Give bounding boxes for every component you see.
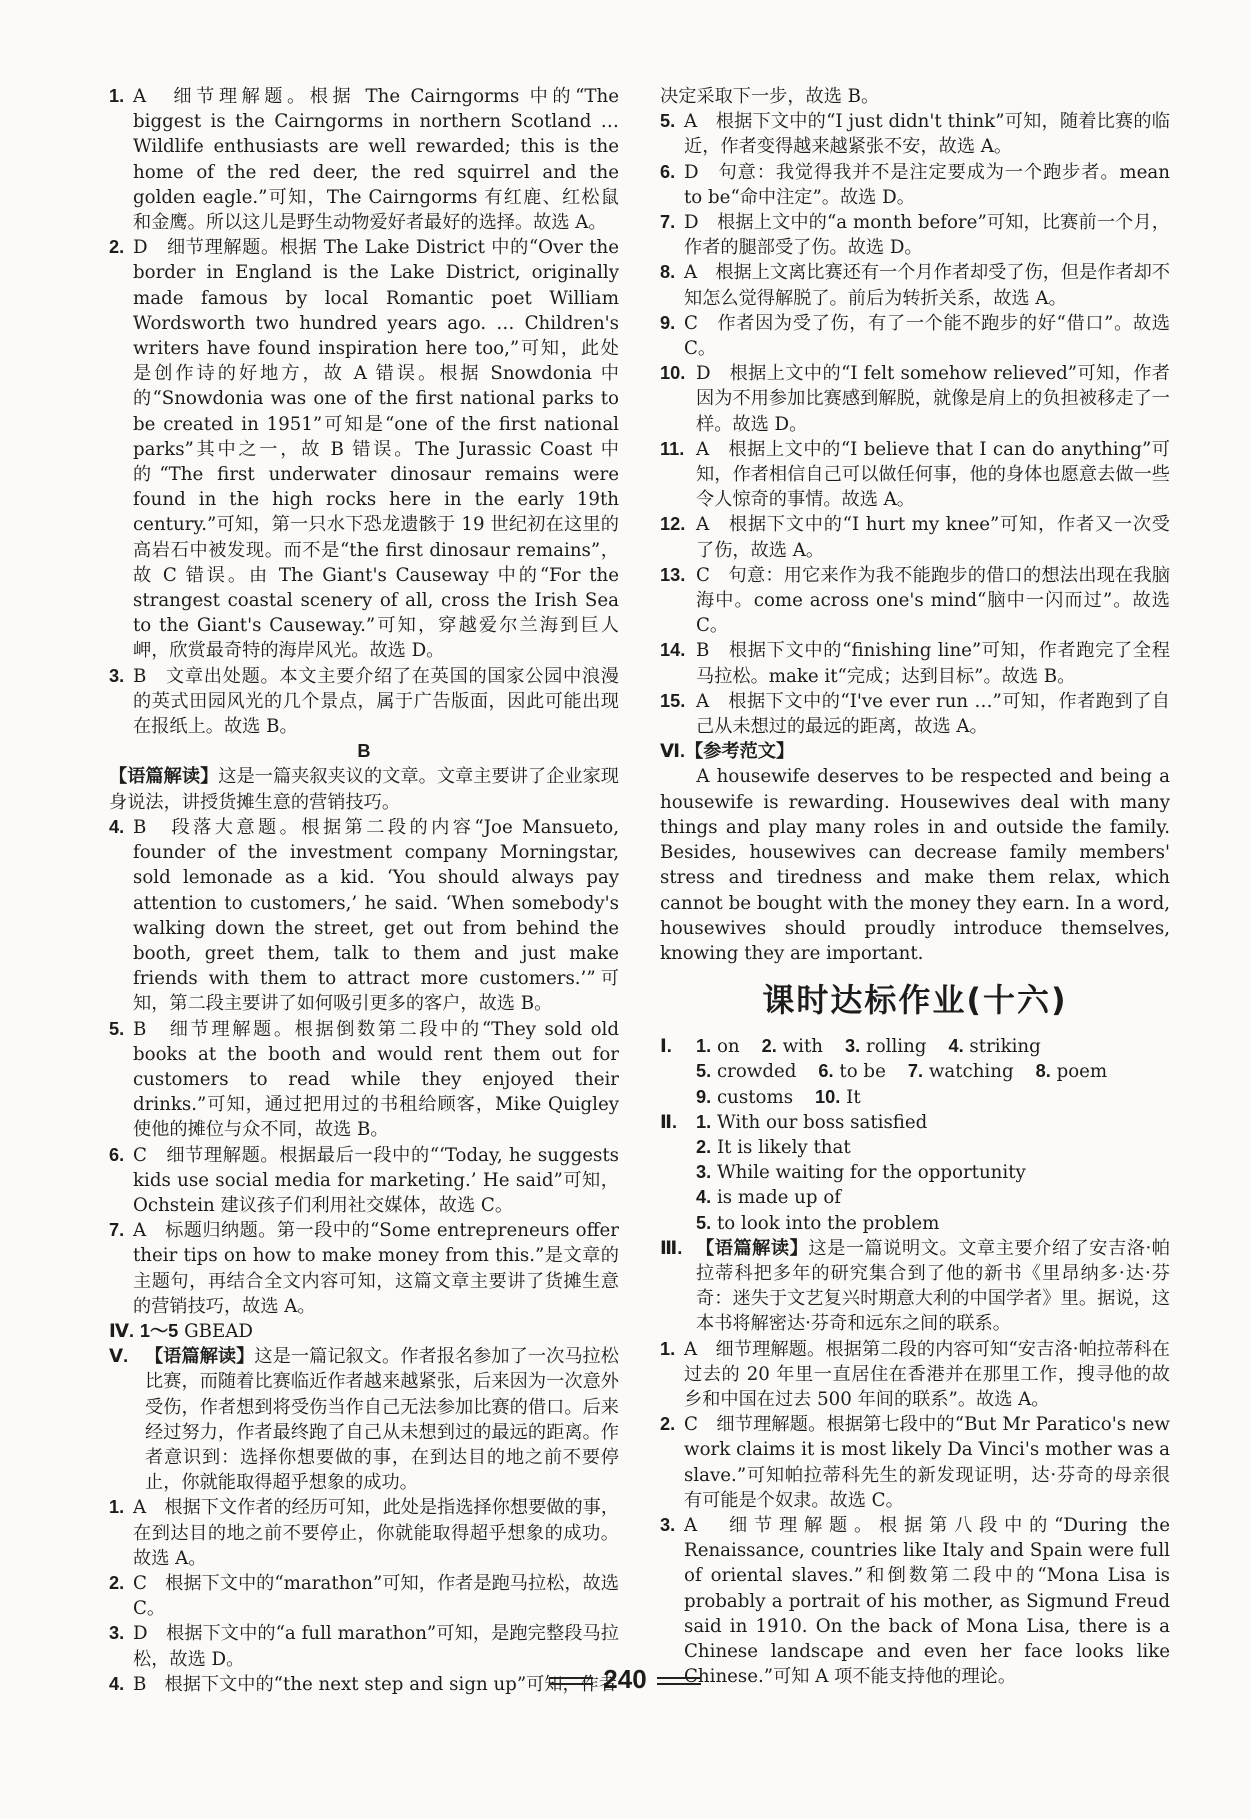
item-text: C 作者因为受了伤，有了一个能不跑步的好“借口”。故选 C。 — [684, 312, 1170, 360]
item-number: 11. — [660, 438, 685, 459]
item-number: 7. — [660, 212, 676, 233]
section-label: 【参考范文】 — [685, 741, 795, 763]
answer: 10. It — [815, 1086, 861, 1108]
item-number: 10. — [660, 363, 686, 384]
page-title: 课时达标作业(十六) — [762, 981, 1068, 1020]
section-ii — [660, 1110, 1170, 1236]
section-number: Ⅱ. — [660, 1111, 678, 1132]
answer: 6. to be — [818, 1061, 886, 1083]
section-v — [109, 1344, 619, 1495]
item-text: A 标题归纳题。第一段中的“Some entrepreneurs offer their tips on how to make money from this.”是文章的主题句，再结合全文内容可知，这篇文章主要讲了货摊生意的营销技巧，故选 A。 — [133, 1220, 619, 1317]
item-number: 15. — [660, 690, 686, 711]
section-i — [660, 1034, 1170, 1110]
item-text: A 细节理解题。根据第二段的内容可知“安吉洛·帕拉蒂科在过去的 20 年里一直居住在香港并在那里工作，搜寻他的故乡和中国在过去 500 年间的联系”。故选 A。 — [684, 1338, 1170, 1410]
section-number: Ⅰ. — [660, 1036, 672, 1057]
answer: 7. watching — [907, 1061, 1014, 1083]
answer-item — [660, 689, 1170, 739]
item-text: A 根据下文中的“I hurt my knee”可知，作者又一次受了伤，故选 A。 — [696, 514, 1170, 561]
item-text: A 根据上文中的“I believe that I can do anything”可知，作者相信自己可以做任何事，他的身体也愿意去做一些令人惊奇的事情。故选 A。 — [696, 438, 1170, 511]
section-number: Ⅳ. — [109, 1320, 135, 1341]
section-number: Ⅴ. — [109, 1346, 129, 1367]
item-text: D 句意：我觉得我并不是注定要成为一个跑步者。mean to be“命中注定”。故选 D。 — [684, 161, 1170, 208]
item-text: A 细节理解题。根据 The Cairngorms 中的“The biggest is the Cairngorms in northern Scotland … Wildlife enthusiasts are well rewarded; this is the home of the red deer, the red squirrel and the golden eagle.”可知，The Cairngorms 有红鹿、红松鼠和金鹰。所以这儿是野生动物爱好者最好的选择。故选 A。 — [133, 86, 619, 234]
section-i-answers — [696, 1034, 1170, 1110]
section-number: Ⅲ. — [660, 1237, 683, 1258]
item-number: 5. — [660, 111, 676, 132]
intro-text: 这是一篇记叙文。作者报名参加了一次马拉松比赛，而随着比赛临近作者越来越紧张，后来因为一次意外受伤，作者想到将受伤当作自己无法参加比赛的借口。后来经过努力，作者最终跑了自己从未想到过的最远的距离。作者意识到：选择你想要做的事，在到达目的地之前不要停止，你就能取得超乎想象的成功。 — [145, 1346, 619, 1494]
footer-rule-right — [657, 1677, 701, 1685]
item-number: 1. — [109, 1497, 125, 1518]
answer-item — [109, 1571, 619, 1621]
answer-item — [660, 260, 1170, 310]
item-number: 1. — [660, 1338, 676, 1359]
answer-item — [660, 1513, 1170, 1689]
item-text: C 细节理解题。根据第七段中的“But Mr Paratico's new work claims it is most likely Da Vinci's mother was a slave.”可知帕拉蒂科先生的新发现证明，达·芬奇的母亲很有可能是个奴隶。故选 C。 — [684, 1414, 1170, 1511]
item-number: 2. — [109, 1572, 125, 1593]
item-text: A 根据下文作者的经历可知，此处是指选择你想要做的事，在到达目的地之前不要停止，你就能取得超乎想象的成功。故选 A。 — [133, 1497, 620, 1569]
answer: 9. customs — [696, 1086, 794, 1108]
section-iv — [109, 1319, 619, 1344]
answer: 2. with — [761, 1036, 824, 1058]
answer-item — [660, 311, 1170, 361]
page-number: 240 — [603, 1664, 647, 1694]
item-number: 6. — [109, 1144, 125, 1165]
item-text: B 根据下文中的“the next step and sign up”可知，作者 — [133, 1673, 618, 1695]
item-text: D 细节理解题。根据 The Lake District 中的“Over the border in England is the Lake District, originally made famous by local Romantic poet William Wordsworth two hundred years ago. … Children's writers have found inspiration here too,”可知，此处是创作诗的好地方，故 A 错误。根据 Snowdonia 中的“Snowdonia was one of the first national parks to be created in 1951”可知是“one of the first national parks”其中之一，故 B 错误。The Jurassic Coast 中的“The first underwater dinosaur remains were found in the high rocks here in the early 19th century.”可知，第一只水下恐龙遗骸于 19 世纪初在这里的高岩石中被发现。而不是“the first dinosaur remains”，故 C 错误。由 The Giant's Causeway 中的“For the strangest coastal scenery of all, cross the Irish Sea to the Giant's Causeway.”可知，穿越爱尔兰海到巨人岬，欣赏最奇特的海岸风光。故选 D。 — [133, 237, 619, 662]
item-number: 3. — [109, 1623, 125, 1644]
answer-item — [660, 1412, 1170, 1513]
answer-item — [109, 1017, 619, 1143]
item-number: 5. — [109, 1018, 125, 1039]
answer-item — [109, 815, 619, 1017]
item-number: 8. — [660, 262, 676, 283]
passage-intro — [109, 764, 619, 814]
answer-item — [660, 210, 1170, 260]
answer-item — [660, 638, 1170, 688]
item-text: C 句意：用它来作为我不能跑步的借口的想法出现在我脑海中。come across one's mind“脑中一闪而过”。故选 C。 — [696, 564, 1170, 637]
answer: 2. It is likely that — [696, 1136, 851, 1158]
item-text: C 根据下文中的“marathon”可知，作者是跑马拉松，故选 C。 — [133, 1572, 619, 1620]
item-text: C 细节理解题。根据最后一段中的“‘Today, he suggests kids use social media for marketing.’ He said”可知，Ochstein 建议孩子们利用社交媒体，故选 C。 — [133, 1144, 619, 1216]
intro-label: 【语篇解读】 — [145, 1346, 255, 1368]
answer-item — [660, 1337, 1170, 1413]
item-number: 9. — [660, 312, 676, 333]
item-number: 6. — [660, 161, 676, 182]
answer: 4. is made up of — [696, 1187, 841, 1209]
answer-item — [109, 1218, 619, 1319]
answer-item — [660, 109, 1170, 159]
item-text: D 根据下文中的“a full marathon”可知，是跑完整段马拉松，故选 D。 — [133, 1623, 619, 1670]
answer-item — [109, 1495, 619, 1571]
answer-item — [660, 512, 1170, 562]
answer: 1. on — [696, 1036, 740, 1058]
item-number: 7. — [109, 1220, 125, 1241]
intro-text: 这是一篇说明文。文章主要介绍了安吉洛·帕拉蒂科把多年的研究集合到了他的新书《里昂纳多·达·芬奇：迷失于文艺复兴时期意大利的中国学者》里。据说，这本书将解密达·芬奇和远东之间的联系。 — [696, 1237, 1170, 1335]
item-text: D 根据上文中的“I felt somehow relieved”可知，作者因为不用参加比赛感到解脱，就像是肩上的负担被移走了一样。故选 D。 — [696, 363, 1170, 435]
answer: 4. striking — [948, 1036, 1041, 1058]
intro-label: 【语篇解读】 — [109, 766, 219, 788]
item-text: A 根据上文离比赛还有一个月作者却受了伤，但是作者却不知怎么觉得解脱了。前后为转折关系，故选 A。 — [684, 262, 1171, 309]
answer-item — [109, 1143, 619, 1219]
section-range: 1～5 — [139, 1320, 179, 1341]
item-text: A 根据下文中的“I've ever run …”可知，作者跑到了自己从未想过的最远的距离，故选 A。 — [696, 690, 1170, 738]
intro-text: 这是一篇夹叙夹议的文章。文章主要讲了企业家现身说法，讲授货摊生意的营销技巧。 — [109, 766, 619, 813]
item-number: 1. — [109, 86, 125, 106]
item-number: 4. — [109, 816, 125, 837]
answer: 3. While waiting for the opportunity — [696, 1162, 1026, 1184]
item-number: 4. — [109, 1673, 125, 1694]
answer-item — [660, 160, 1170, 210]
item-number: 3. — [109, 665, 125, 686]
answer-item — [660, 361, 1170, 437]
item-number: 2. — [109, 237, 125, 258]
section-number: Ⅵ. — [660, 741, 686, 762]
answer-item — [109, 664, 619, 740]
answer-item — [109, 84, 619, 235]
answer: 1. With our boss satisfied — [696, 1111, 928, 1133]
section-answers: GBEAD — [184, 1320, 253, 1342]
model-essay: A housewife deserves to be respected and being a housewife is rewarding. Housewives deal with many things and play many roles in and outside the family. Besides, housewives can decrease family members' stress and tiredness and make them relax, which cannot be bought with the money they earn. In a word, housewives should proudly introduce themselves, knowing they are important. — [660, 766, 1170, 964]
item-number: 3. — [660, 1514, 676, 1535]
answer: 8. poem — [1035, 1061, 1108, 1083]
item-text: A 根据下文中的“I just didn't think”可知，随着比赛的临近，作者变得越来越紧张不安，故选 A。 — [684, 111, 1170, 158]
item-text: D 根据上文中的“a month before”可知，比赛前一个月，作者的腿部受了伤。故选 D。 — [684, 212, 1170, 259]
item-number: 12. — [660, 514, 686, 535]
intro-label: 【语篇解读】 — [696, 1237, 809, 1259]
answer-item — [660, 563, 1170, 639]
item-number: 13. — [660, 564, 686, 585]
item-text: B 文章出处题。本文主要介绍了在英国的国家公园中浪漫的英式田园风光的几个景点，属于广告版面，因此可能出现在报纸上。故选 B。 — [133, 665, 619, 738]
item-text: B 细节理解题。根据倒数第二段中的“They sold old books at the booth and would rent them out for customers to read while they enjoyed their drinks.”可知，通过把用过的书租给顾客，Mike Quigley 使他的摊位与众不同，故选 B。 — [133, 1018, 619, 1141]
item-text: B 根据下文中的“finishing line”可知，作者跑完了全程马拉松。make it“完成；达到目标”。故选 B。 — [696, 640, 1170, 687]
section-b-label: B — [357, 741, 371, 762]
answer-item — [109, 235, 619, 663]
left-column — [109, 84, 619, 1697]
page-footer — [0, 1664, 1250, 1695]
item-number: 14. — [660, 640, 686, 661]
item-text: B 段落大意题。根据第二段的内容“Joe Mansueto, founder of the investment company Morningstar, sold lemonade as a kid. ‘You should always pay attention to customers,’ he said. ‘When somebody's walking down the street, get out from behind the booth, greet them, talk to them and just make friends with them to attract more customers.’”可知，第二段主要讲了如何吸引更多的客户，故选 B。 — [133, 816, 619, 1015]
section-iii — [660, 1236, 1170, 1337]
answer: 5. to look into the problem — [696, 1212, 940, 1234]
item-number: 2. — [660, 1414, 676, 1435]
continued-text: 决定采取下一步，故选 B。 — [660, 86, 880, 107]
answer: 3. rolling — [845, 1036, 927, 1058]
footer-rule-left — [549, 1677, 593, 1685]
answer-item — [660, 437, 1170, 513]
answer: 5. crowded — [696, 1061, 797, 1083]
section-vi — [660, 739, 1170, 764]
right-column — [660, 84, 1170, 1689]
item-text: A 细节理解题。根据第八段中的“During the Renaissance, countries like Italy and Spain were full of oriental slaves.”和倒数第二段中的“Mona Lisa is probably a portrait of his mother, as Sigmund Freud said in 1910. On the back of Mona Lisa, there is a Chinese landscape and even her face looks like Chinese.”可知 A 项不能支持他的理论。 — [684, 1514, 1170, 1688]
